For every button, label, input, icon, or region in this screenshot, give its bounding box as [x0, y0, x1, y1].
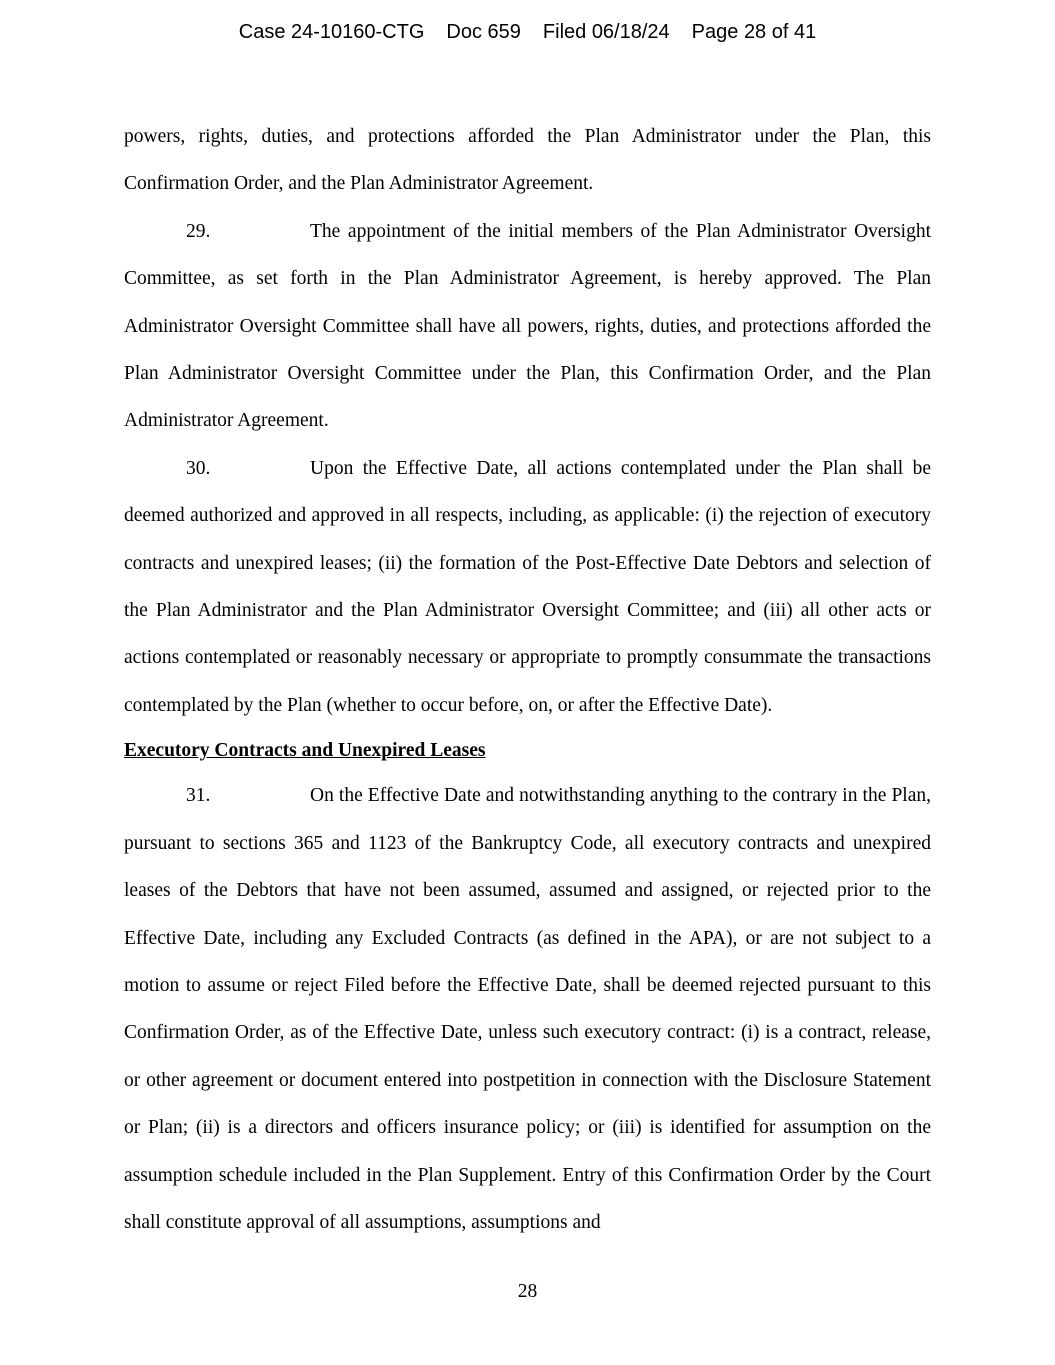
filed-date: Filed 06/18/24 [542, 21, 670, 43]
paragraph-30-number: 30. [186, 457, 211, 479]
paragraph-30 [124, 445, 931, 729]
paragraph-31 [124, 772, 931, 1246]
continuation-paragraph: powers, rights, duties, and protections afforded the Plan Administrator under the Plan, this Confirmation Order, and the Plan Administrator Agreement. [124, 126, 931, 195]
paragraph-29 [124, 208, 931, 445]
paragraph-29-number: 29. [186, 220, 211, 242]
page-of-total: Page 28 of 41 [691, 21, 817, 43]
paragraph-31-text: On the Effective Date and notwithstanding anything to the contrary in the Plan, pursuant to sections 365 and 1123 of the Bankruptcy Code, all executory contracts and unexpired leases of the Debtors that have not been assumed, assumed and assigned, or rejected prior to the Effective Date, including any Excluded Contracts (as defined in the APA), or are not subject to a motion to assume or reject Filed before the Effective Date, shall be deemed rejected pursuant to this Confirmation Order, as of the Effective Date, unless such executory contract: (i) is a contract, release, or other agreement or document entered into postpetition in connection with the Disclosure Statement or Plan; (ii) is a directors and officers insurance policy; or (iii) is identified for assumption on the assumption schedule included in the Plan Supplement. Entry of this Confirmation Order by the Court shall constitute approval of all assumptions, assumptions and [124, 785, 931, 1233]
page-number: 28 [517, 1281, 538, 1302]
document-body [124, 113, 931, 1246]
section-heading: Executory Contracts and Unexpired Leases [124, 740, 486, 762]
paragraph-29-text: The appointment of the initial members of the Plan Administrator Oversight Committee, as set forth in the Plan Administrator Agreement, is hereby approved. The Plan Administrator Oversight Committee shall have all powers, rights, duties, and protections afforded the Plan Administrator Oversight Committee under the Plan, this Confirmation Order, and the Plan Administrator Agreement. [124, 220, 931, 432]
doc-number: Doc 659 [446, 21, 521, 43]
case-header [0, 19, 1055, 45]
case-number: Case 24-10160-CTG [238, 21, 425, 43]
paragraph-30-text: Upon the Effective Date, all actions contemplated under the Plan shall be deemed authorized and approved in all respects, including, as applicable: (i) the rejection of executory contracts and unexpired leases; (ii) the formation of the Post-Effective Date Debtors and selection of the Plan Administrator and the Plan Administrator Oversight Committee; and (iii) all other acts or actions contemplated or reasonably necessary or appropriate to promptly consummate the transactions contemplated by the Plan (whether to occur before, on, or after the Effective Date). [124, 457, 931, 716]
paragraph-31-number: 31. [186, 785, 211, 807]
